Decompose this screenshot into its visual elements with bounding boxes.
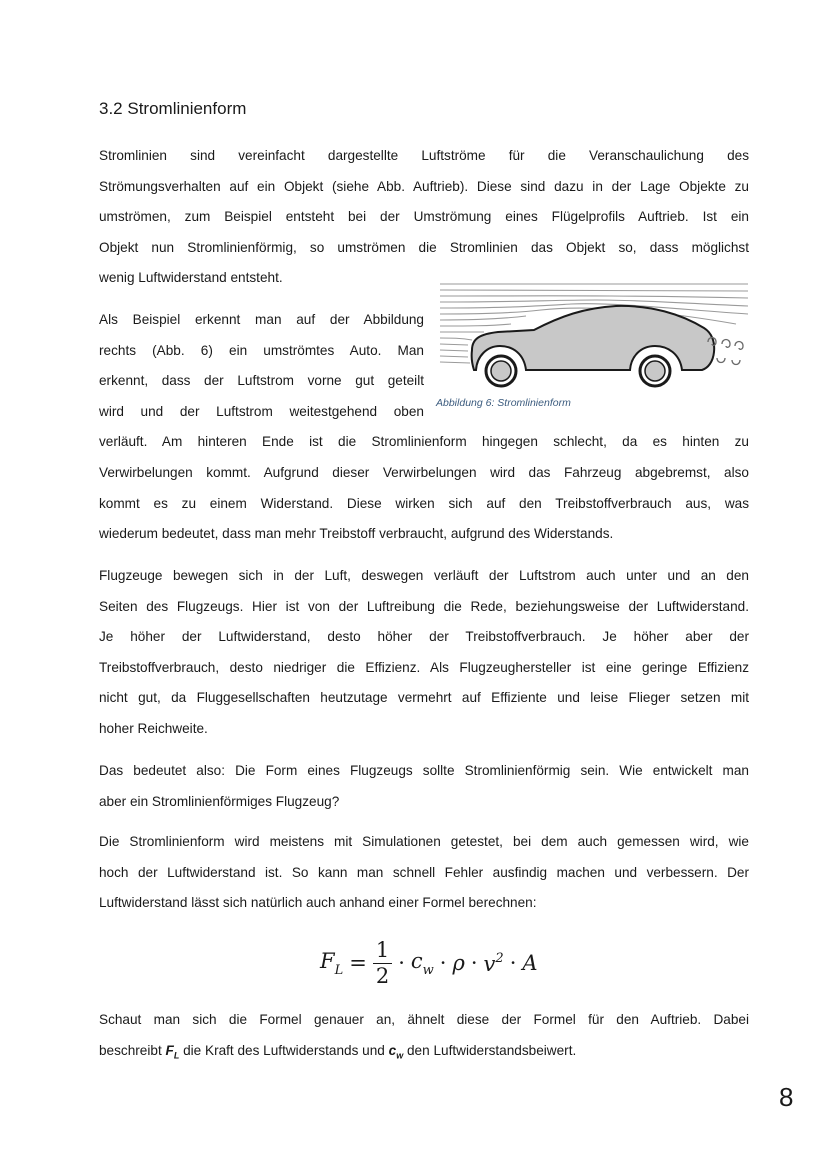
text-line: Verwirbelungen kommt. Aufgrund dieser Verwirbelungen wird das Fahrzeug abgebremst, also	[99, 464, 749, 480]
text-line: hoher Reichweite.	[99, 720, 208, 736]
text-line: Stromlinien sind vereinfacht dargestellte Luftströme für die Veranschaulichung des	[99, 148, 749, 163]
text-line: kommt es zu einem Widerstand. Diese wirken sich auf den Treibstoffverbrauch aus, was	[99, 495, 749, 511]
page-number: 8	[779, 1082, 794, 1112]
text-line: erkennt, dass der Luftstrom vorne gut geteilt	[99, 373, 424, 389]
text-line: Flugzeuge bewegen sich in der Luft, deswegen verläuft der Luftstrom auch unter und an den	[99, 568, 749, 583]
text-line: wenig Luftwiderstand entsteht.	[99, 270, 283, 286]
text-line: hoch der Luftwiderstand ist. So kann man schnell Fehler ausfindig machen und verbessern. Der	[99, 864, 749, 880]
streamline-car-figure	[436, 278, 752, 398]
text-line: aber ein Stromlinienförmiges Flugzeug?	[99, 793, 340, 809]
text-line: Luftwiderstand lässt sich natürlich auch anhand einer Formel berechnen:	[99, 895, 537, 911]
paragraph-streamlines-intro	[99, 141, 749, 294]
paragraph-question	[99, 756, 749, 817]
text-line: nicht gut, da Fluggesellschaften heutzutage vermehrt auf Effiziente und leise Flieger setzen mit	[99, 690, 749, 706]
formula-dot: ·	[439, 951, 447, 975]
text-line: Je höher der Luftwiderstand, desto höher der Treibstoffverbrauch. Je höher aber der	[99, 629, 749, 645]
text-line: Die Stromlinienform wird meistens mit Simulationen getestet, bei dem auch gemessen wird, wie	[99, 834, 749, 849]
drag-formula	[320, 932, 538, 994]
section-title: 3.2 Stromlinienform	[99, 99, 247, 118]
paragraph-simulation	[99, 827, 749, 919]
formula-v-squared: $v^2$	[483, 950, 504, 976]
paragraph-formula-explanation	[99, 1005, 749, 1071]
formula-equals: =	[349, 951, 367, 975]
text-line: wird und der Luftstrom weitestgehend oben	[99, 403, 424, 419]
text-line: Strömungsverhalten auf ein Objekt (siehe Abb. Auftrieb). Diese sind dazu in der Lage Objekte zu	[99, 178, 749, 194]
car-wheel-rear	[640, 356, 670, 386]
text-line: verläuft. Am hinteren Ende ist die Stromlinienform hingegen schlecht, da es hinten zu	[99, 434, 749, 450]
text-line: Als Beispiel erkennt man auf der Abbildung	[99, 312, 424, 327]
text-line: Seiten des Flugzeugs. Hier ist von der Luftreibung die Rede, beziehungsweise der Luftwiderstand.	[99, 598, 749, 614]
text-line: rechts (Abb. 6) ein umströmtes Auto. Man	[99, 342, 424, 358]
text-line: Das bedeutet also: Die Form eines Flugzeugs sollte Stromlinienförmig sein. Wie entwickelt man	[99, 763, 749, 778]
fraction-denominator: 2	[375, 963, 390, 988]
symbol-cw: $c_w$	[388, 1042, 404, 1061]
text-line: Objekt nun Stromlinienförmig, so umströmen die Stromlinien das Objekt so, dass möglichst	[99, 239, 749, 255]
formula-dot: ·	[470, 951, 478, 975]
formula-cw: $c_w$	[410, 948, 434, 978]
symbol-fl: $F_L$	[165, 1042, 180, 1061]
text-line: umströmen, zum Beispiel entsteht bei der Umströmung eines Flügelprofils Auftrieb. Ist ein	[99, 209, 749, 225]
paragraph-aircraft-drag	[99, 561, 749, 745]
formula-fraction	[373, 938, 392, 989]
text-line: Schaut man sich die Formel genauer an, ähnelt diese der Formel für den Auftrieb. Dabei	[99, 1012, 749, 1027]
text-line: Treibstoffverbrauch, desto niedriger die Effizienz. Als Flugzeughersteller ist eine geringe Effizienz	[99, 659, 749, 675]
figure-caption: Abbildung 6: Stromlinienform	[436, 397, 571, 409]
formula-lhs: $F_L$	[320, 948, 344, 978]
text-line: beschreibt $F_L$ die Kraft des Luftwiderstands und $c_w$ den Luftwiderstandsbeiwert.	[99, 1042, 577, 1061]
formula-area: A	[522, 951, 538, 975]
car-wheel-front	[486, 356, 516, 386]
formula-rho: ρ	[452, 951, 465, 975]
text-line: wiederum bedeutet, dass man mehr Treibstoff verbraucht, aufgrund des Widerstands.	[99, 526, 614, 542]
formula-dot: ·	[509, 951, 517, 975]
formula-dot: ·	[398, 951, 405, 975]
fraction-numerator: 1	[373, 938, 392, 964]
